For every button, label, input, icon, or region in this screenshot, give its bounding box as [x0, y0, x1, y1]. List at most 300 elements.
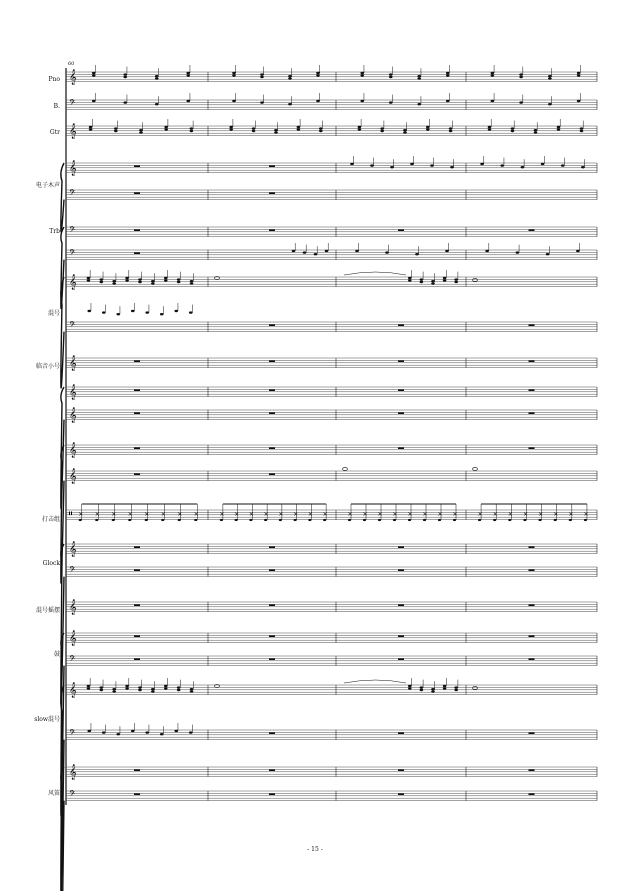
whole-rest — [529, 389, 535, 391]
note-head — [116, 313, 120, 315]
note-head — [131, 310, 135, 312]
x-notehead-icon: × — [144, 511, 150, 518]
instrument-label: Glock — [42, 560, 60, 567]
note-head — [548, 75, 552, 77]
note-head — [314, 253, 318, 255]
x-notehead-icon: × — [377, 511, 383, 518]
whole-rest — [269, 324, 275, 326]
x-notehead-icon: × — [263, 511, 269, 518]
note-head — [100, 278, 104, 280]
x-notehead-icon: × — [219, 511, 225, 518]
instrument-label: Gtr — [49, 129, 60, 136]
note-head — [430, 164, 434, 166]
note-head — [493, 519, 496, 521]
note-head — [417, 75, 421, 77]
whole-rest — [529, 360, 535, 362]
note-head — [323, 519, 326, 521]
whole-rest — [269, 546, 275, 548]
note-head — [488, 126, 492, 128]
whole-rest — [398, 412, 404, 414]
note-head — [569, 519, 572, 521]
note-head — [138, 281, 142, 283]
note-head — [491, 74, 495, 76]
note-head — [491, 72, 495, 74]
x-notehead-icon: × — [568, 511, 574, 518]
note-head — [417, 103, 421, 105]
note-head — [541, 163, 545, 165]
note-head — [426, 128, 430, 130]
instrument-label: slow混号 — [34, 716, 60, 723]
note-head — [348, 519, 351, 521]
x-notehead-icon: × — [160, 511, 166, 518]
whole-rest — [269, 793, 275, 795]
clef-icon: 𝄞 — [69, 683, 77, 698]
note-head — [557, 128, 561, 130]
note-head — [450, 166, 454, 168]
note-head — [264, 519, 267, 521]
note-head — [151, 280, 155, 282]
note-head — [480, 163, 484, 165]
clef-icon: 𝄢 — [69, 226, 76, 237]
measure-number: 60 — [68, 61, 75, 67]
note-head — [557, 126, 561, 128]
note-head — [473, 687, 478, 690]
note-head — [151, 690, 155, 692]
note-head — [112, 282, 116, 284]
note-head — [390, 166, 394, 168]
whole-rest — [134, 252, 140, 254]
note-head — [174, 310, 178, 312]
note-head — [325, 250, 329, 252]
clef-icon: 𝄞 — [69, 356, 77, 371]
note-head — [139, 129, 143, 131]
whole-rest — [269, 165, 275, 167]
note-head — [190, 690, 194, 692]
note-head — [128, 519, 131, 521]
note-head — [519, 73, 523, 75]
clef-icon: 𝄢 — [69, 790, 76, 801]
note-head — [360, 72, 364, 74]
note-head — [145, 519, 148, 521]
note-head — [125, 687, 129, 689]
whole-rest — [398, 229, 404, 231]
note-head — [358, 126, 362, 128]
note-head — [443, 685, 447, 687]
whole-rest — [269, 604, 275, 606]
note-head — [431, 280, 435, 282]
note-head — [190, 127, 194, 129]
note-head — [485, 250, 489, 252]
note-head — [511, 127, 515, 129]
whole-rest — [269, 473, 275, 475]
clef-icon: 𝄢 — [69, 99, 76, 110]
note-head — [577, 100, 581, 102]
note-head — [138, 278, 142, 280]
note-head — [417, 77, 421, 79]
note-head — [393, 519, 396, 521]
note-head — [431, 690, 435, 692]
note-head — [363, 519, 366, 521]
note-head — [408, 277, 412, 279]
note-head — [123, 73, 127, 75]
note-head — [232, 100, 236, 102]
whole-rest — [529, 604, 535, 606]
whole-rest — [269, 389, 275, 391]
note-head — [454, 281, 458, 283]
x-notehead-icon: × — [553, 511, 559, 518]
note-head — [164, 126, 168, 128]
whole-rest — [134, 569, 140, 571]
note-head — [431, 282, 435, 284]
clef-icon: 𝄞 — [69, 443, 77, 458]
x-notehead-icon: × — [407, 511, 413, 518]
note-head — [229, 128, 233, 130]
instrument-label: 电子木声 — [35, 182, 60, 189]
whole-rest — [134, 658, 140, 660]
note-head — [177, 281, 181, 283]
note-head — [380, 127, 384, 129]
instrument-label: B. — [53, 103, 60, 110]
whole-rest — [134, 447, 140, 449]
instrument-label: 打击组 — [41, 516, 60, 523]
note-head — [123, 76, 127, 78]
whole-rest — [529, 793, 535, 795]
x-notehead-icon: × — [452, 511, 458, 518]
note-head — [385, 251, 389, 253]
whole-rest — [398, 389, 404, 391]
note-head — [229, 126, 233, 128]
note-head — [316, 72, 320, 74]
note-head — [443, 277, 447, 279]
clef-icon: 𝄞 — [69, 161, 77, 176]
note-head — [316, 74, 320, 76]
note-head — [378, 519, 381, 521]
x-notehead-icon: × — [422, 511, 428, 518]
note-head — [100, 689, 104, 691]
note-head — [79, 519, 82, 521]
x-notehead-icon: × — [507, 511, 513, 518]
note-head — [190, 130, 194, 132]
whole-rest — [134, 165, 140, 167]
note-head — [164, 277, 168, 279]
note-head — [87, 279, 91, 281]
note-head — [114, 127, 118, 129]
note-head — [446, 72, 450, 74]
brace — [61, 163, 64, 232]
note-head — [125, 279, 129, 281]
note-head — [288, 77, 292, 79]
note-head — [95, 519, 98, 521]
whole-rest — [269, 192, 275, 194]
note-head — [87, 277, 91, 279]
clef-icon: 𝄞 — [69, 124, 77, 139]
tie — [344, 272, 406, 275]
note-head — [580, 130, 584, 132]
note-head — [554, 519, 557, 521]
note-head — [112, 519, 115, 521]
clef-icon: 𝄢 — [69, 321, 76, 332]
note-head — [155, 75, 159, 77]
note-head — [415, 253, 419, 255]
instrument-label: Trb — [49, 228, 60, 235]
whole-rest — [269, 569, 275, 571]
note-head — [112, 280, 116, 282]
note-head — [190, 280, 194, 282]
note-head — [360, 100, 364, 102]
x-notehead-icon: × — [248, 511, 254, 518]
note-head — [87, 685, 91, 687]
note-head — [516, 251, 520, 253]
note-head — [160, 733, 164, 735]
note-head — [488, 128, 492, 130]
note-head — [319, 130, 323, 132]
note-head — [177, 686, 181, 688]
note-head — [548, 103, 552, 105]
whole-rest — [398, 635, 404, 637]
note-head — [423, 519, 426, 521]
note-head — [164, 687, 168, 689]
whole-rest — [529, 412, 535, 414]
note-head — [534, 131, 538, 133]
note-head — [164, 685, 168, 687]
note-head — [319, 127, 323, 129]
note-head — [164, 128, 168, 130]
note-head — [519, 76, 523, 78]
note-head — [155, 103, 159, 105]
note-head — [576, 250, 580, 252]
instrument-label: 混号 — [47, 310, 60, 317]
note-head — [521, 166, 525, 168]
note-head — [145, 311, 149, 313]
note-head — [453, 519, 456, 521]
note-head — [186, 100, 190, 102]
note-head — [100, 686, 104, 688]
x-notehead-icon: × — [177, 511, 183, 518]
note-head — [491, 100, 495, 102]
tie — [344, 680, 406, 683]
note-head — [403, 131, 407, 133]
whole-rest — [134, 546, 140, 548]
note-head — [294, 519, 297, 521]
instrument-label: 混号摇摆 — [35, 607, 60, 614]
note-head — [87, 310, 91, 312]
note-head — [116, 733, 120, 735]
note-head — [355, 250, 359, 252]
note-head — [252, 127, 256, 129]
note-head — [389, 76, 393, 78]
note-head — [92, 72, 96, 74]
note-head — [145, 731, 149, 733]
whole-rest — [529, 546, 535, 548]
note-head — [343, 468, 348, 471]
note-head — [350, 163, 354, 165]
note-head — [523, 519, 526, 521]
note-head — [139, 131, 143, 133]
whole-rest — [398, 793, 404, 795]
x-notehead-icon: × — [322, 511, 328, 518]
note-head — [125, 277, 129, 279]
whole-rest — [529, 229, 535, 231]
note-head — [178, 519, 181, 521]
note-head — [454, 278, 458, 280]
whole-rest — [398, 569, 404, 571]
whole-rest — [134, 604, 140, 606]
note-head — [297, 126, 301, 128]
whole-rest — [529, 635, 535, 637]
clef-icon: 𝄢 — [69, 566, 76, 577]
whole-rest — [398, 769, 404, 771]
x-notehead-icon: × — [278, 511, 284, 518]
whole-rest — [529, 324, 535, 326]
note-head — [138, 686, 142, 688]
x-notehead-icon: × — [538, 511, 544, 518]
whole-rest — [134, 473, 140, 475]
note-head — [151, 282, 155, 284]
whole-rest — [269, 635, 275, 637]
page-number: - 15 - — [307, 846, 323, 853]
note-head — [408, 519, 411, 521]
note-head — [112, 688, 116, 690]
whole-rest — [134, 192, 140, 194]
note-head — [87, 730, 91, 732]
note-head — [160, 313, 164, 315]
whole-rest — [529, 569, 535, 571]
note-head — [220, 519, 223, 521]
clef-icon: 𝄞 — [69, 70, 77, 85]
clef-icon: 𝄞 — [69, 542, 77, 557]
note-head — [380, 130, 384, 132]
whole-rest — [529, 658, 535, 660]
note-head — [123, 101, 127, 103]
x-notehead-icon: × — [477, 511, 483, 518]
note-head — [151, 688, 155, 690]
whole-rest — [398, 324, 404, 326]
note-head — [232, 74, 236, 76]
whole-rest — [398, 732, 404, 734]
note-head — [449, 127, 453, 129]
note-head — [297, 128, 301, 130]
note-head — [454, 686, 458, 688]
whole-rest — [529, 769, 535, 771]
note-head — [177, 278, 181, 280]
note-head — [426, 126, 430, 128]
note-head — [190, 688, 194, 690]
note-head — [288, 103, 292, 105]
clef-icon: 𝄢 — [69, 189, 76, 200]
instrument-label: 鼓 — [53, 651, 60, 658]
note-head — [473, 468, 478, 471]
whole-rest — [269, 360, 275, 362]
x-notehead-icon: × — [293, 511, 299, 518]
note-head — [561, 164, 565, 166]
note-head — [473, 279, 478, 282]
note-head — [511, 130, 515, 132]
note-head — [89, 128, 93, 130]
note-head — [316, 100, 320, 102]
note-head — [92, 100, 96, 102]
note-head — [410, 163, 414, 165]
note-head — [500, 164, 504, 166]
note-head — [186, 74, 190, 76]
whole-rest — [529, 732, 535, 734]
note-head — [403, 129, 407, 131]
whole-rest — [269, 412, 275, 414]
note-head — [443, 687, 447, 689]
note-head — [548, 77, 552, 79]
x-notehead-icon: × — [583, 511, 589, 518]
note-head — [420, 278, 424, 280]
x-notehead-icon: × — [347, 511, 353, 518]
whole-rest — [269, 447, 275, 449]
note-head — [260, 76, 264, 78]
note-head — [546, 253, 550, 255]
whole-rest — [269, 732, 275, 734]
note-head — [131, 730, 135, 732]
note-head — [443, 279, 447, 281]
instrument-label: 临音小号 — [35, 363, 60, 370]
note-head — [420, 686, 424, 688]
note-head — [112, 690, 116, 692]
x-notehead-icon: × — [522, 511, 528, 518]
note-head — [274, 129, 278, 131]
clef-icon: 𝄞 — [69, 631, 77, 646]
note-head — [177, 689, 181, 691]
note-head — [370, 164, 374, 166]
note-head — [454, 689, 458, 691]
note-head — [408, 687, 412, 689]
note-head — [508, 519, 511, 521]
note-head — [274, 131, 278, 133]
whole-rest — [398, 360, 404, 362]
note-head — [577, 74, 581, 76]
whole-rest — [269, 658, 275, 660]
note-head — [438, 519, 441, 521]
x-notehead-icon: × — [234, 511, 240, 518]
note-head — [260, 73, 264, 75]
note-head — [279, 519, 282, 521]
x-notehead-icon: × — [492, 511, 498, 518]
whole-rest — [134, 412, 140, 414]
clef-icon: 𝄢 — [69, 729, 76, 740]
whole-rest — [134, 360, 140, 362]
note-head — [189, 311, 193, 313]
note-head — [534, 129, 538, 131]
note-head — [449, 130, 453, 132]
note-head — [189, 731, 193, 733]
note-head — [303, 251, 307, 253]
whole-rest — [134, 389, 140, 391]
x-notehead-icon: × — [307, 511, 313, 518]
note-head — [292, 250, 296, 252]
x-notehead-icon: × — [437, 511, 443, 518]
whole-rest — [398, 546, 404, 548]
note-head — [260, 101, 264, 103]
note-head — [308, 519, 311, 521]
note-head — [478, 519, 481, 521]
x-notehead-icon: × — [94, 511, 100, 518]
note-head — [252, 130, 256, 132]
note-head — [389, 101, 393, 103]
x-notehead-icon: × — [127, 511, 133, 518]
note-head — [446, 74, 450, 76]
clef-icon: 𝄞 — [69, 600, 77, 615]
note-head — [358, 128, 362, 130]
note-head — [102, 731, 106, 733]
note-head — [194, 519, 197, 521]
instrument-label: Pno — [48, 76, 60, 83]
note-head — [446, 100, 450, 102]
x-notehead-icon: × — [362, 511, 368, 518]
